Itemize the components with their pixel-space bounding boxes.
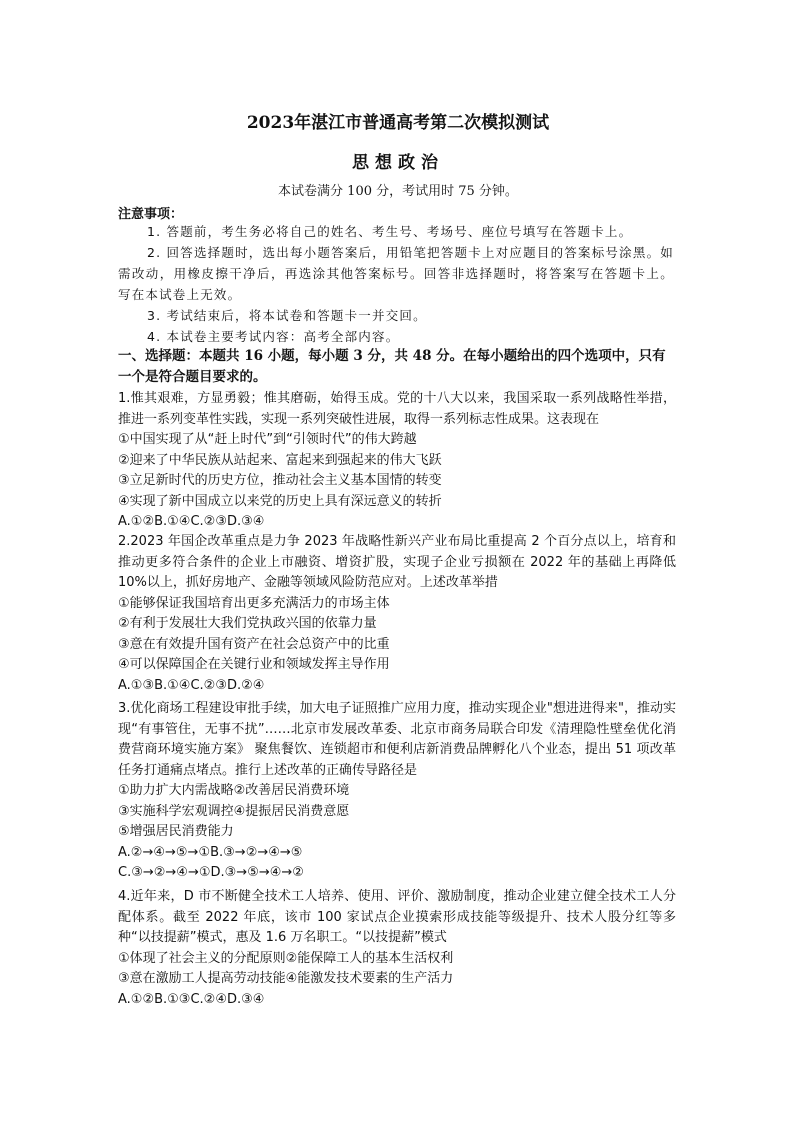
notice-list <box>118 221 674 347</box>
question-option: ③意在有效提升国有资产在社会总资产中的比重 <box>118 636 390 652</box>
question-option: ③实施科学宏观调控④提振居民消费意愿 <box>118 803 350 819</box>
answer-choices: C.③→②→④→①D.③→⑤→④→② <box>118 865 304 880</box>
question-stem: 2.2023 年国企改革重点是力争 2023 年战略性新兴产业布局比重提高 2 个百分点以上，培育和推动更多符合条件的企业上市融资、增资扩股，实现子企业亏损额在 2022 年的基础上再降低 10%以上，抓好房地产、金融等领域风险防范应对。上述改革举措 <box>118 534 676 590</box>
question-option: ④实现了新中国成立以来党的历史上具有深远意义的转折 <box>118 493 442 509</box>
answer-choices: A.①②B.①④C.②③D.③④ <box>118 514 265 529</box>
notice-heading: 注意事项： <box>118 207 184 222</box>
question-stem: 1.惟其艰难，方显勇毅；惟其磨砺，始得玉成。党的十八大以来，我国采取一系列战略性举措，推进一系列变革性实践，实现一系列突破性进展，取得一系列标志性成果。这表现在 <box>118 391 676 427</box>
question-option: ④可以保障国企在关键行业和领域发挥主导作用 <box>118 657 390 672</box>
notice-item: 2. 回答选择题时，选出每小题答案后，用铅笔把答题卡上对应题目的答案标号涂黑。如需改动，用橡皮擦干净后，再选涂其他答案标号。回答非选择题时，将答案写在答题卡上。写在本试卷上无效。 <box>118 245 674 302</box>
notice-item: 3. 考试结束后，将本试卷和答题卡一并交回。 <box>147 308 427 323</box>
question-option: ③立足新时代的历史方位，推动社会主义基本国情的转变 <box>118 473 442 488</box>
answer-choices: A.②→④→⑤→①B.③→②→④→⑤ <box>118 844 303 860</box>
question-option: ①助力扩大内需战略②改善居民消费环境 <box>118 783 350 798</box>
question-option: ①能够保证我国培育出更多充满活力的市场主体 <box>118 595 390 611</box>
exam-title: 2023年湛江市普通高考第二次模拟测试 <box>246 113 550 133</box>
question-3 <box>118 699 676 884</box>
exam-info: 本试卷满分 100 分，考试用时 75 分钟。 <box>278 184 518 199</box>
question-stem: 4.近年来，D 市不断健全技术工人培养、使用、评价、激励制度，推动企业建立健全技术工人分配体系。截至 2022 年底，该市 100 家试点企业摸索形成技能等级提升、技术人股分红等多种“以技提薪”模式，惠及 1.6 万名职工。“以技提薪”模式 <box>118 889 676 945</box>
notice-item: 4. 本试卷主要考试内容：高考全部内容。 <box>147 329 400 344</box>
question-stem: 3.优化商场工程建设审批手续，加大电子证照推广应用力度，推动实现企业"想进进得来"，推动实现“有事管住，无事不扰”……北京市发展改革委、北京市商务局联合印发《清理隐性壁垒优化消费营商环境实施方案》 聚焦餐饮、连锁超市和便利店新消费品牌孵化八个业态，提出 51 项改革任务打通痛点堵点。推行上述改革的正确传导路径是 <box>118 701 676 778</box>
question-2 <box>118 532 676 696</box>
section-heading: 一、选择题：本题共 16 小题，每小题 3 分，共 48 分。在每小题给出的四个选项中，只有一个是符合题目要求的。 <box>118 348 666 385</box>
answer-choices: A.①③B.①④C.②③D.②④ <box>118 677 265 693</box>
question-4 <box>118 887 676 1010</box>
exam-subject: 思想政治 <box>352 153 444 173</box>
question-option: ②迎来了中华民族从站起来、富起来到强起来的伟大飞跃 <box>118 452 442 468</box>
question-option: ⑤增强居民消费能力 <box>118 824 234 839</box>
question-option: ①中国实现了从“赶上时代”到“引领时代”的伟大跨越 <box>118 432 417 447</box>
answer-choices: A.①②B.①③C.②④D.③④ <box>118 991 265 1007</box>
question-option: ①体现了社会主义的分配原则②能保障工人的基本生活权利 <box>118 950 454 966</box>
question-1 <box>118 389 676 533</box>
question-option: ②有利于发展壮大我们党执政兴国的依靠力量 <box>118 616 377 631</box>
question-option: ③意在激励工人提高劳动技能④能激发技术要素的生产活力 <box>118 971 454 986</box>
notice-item: 1. 答题前，考生务必将自己的姓名、考生号、考场号、座位号填写在答题卡上。 <box>147 224 633 239</box>
